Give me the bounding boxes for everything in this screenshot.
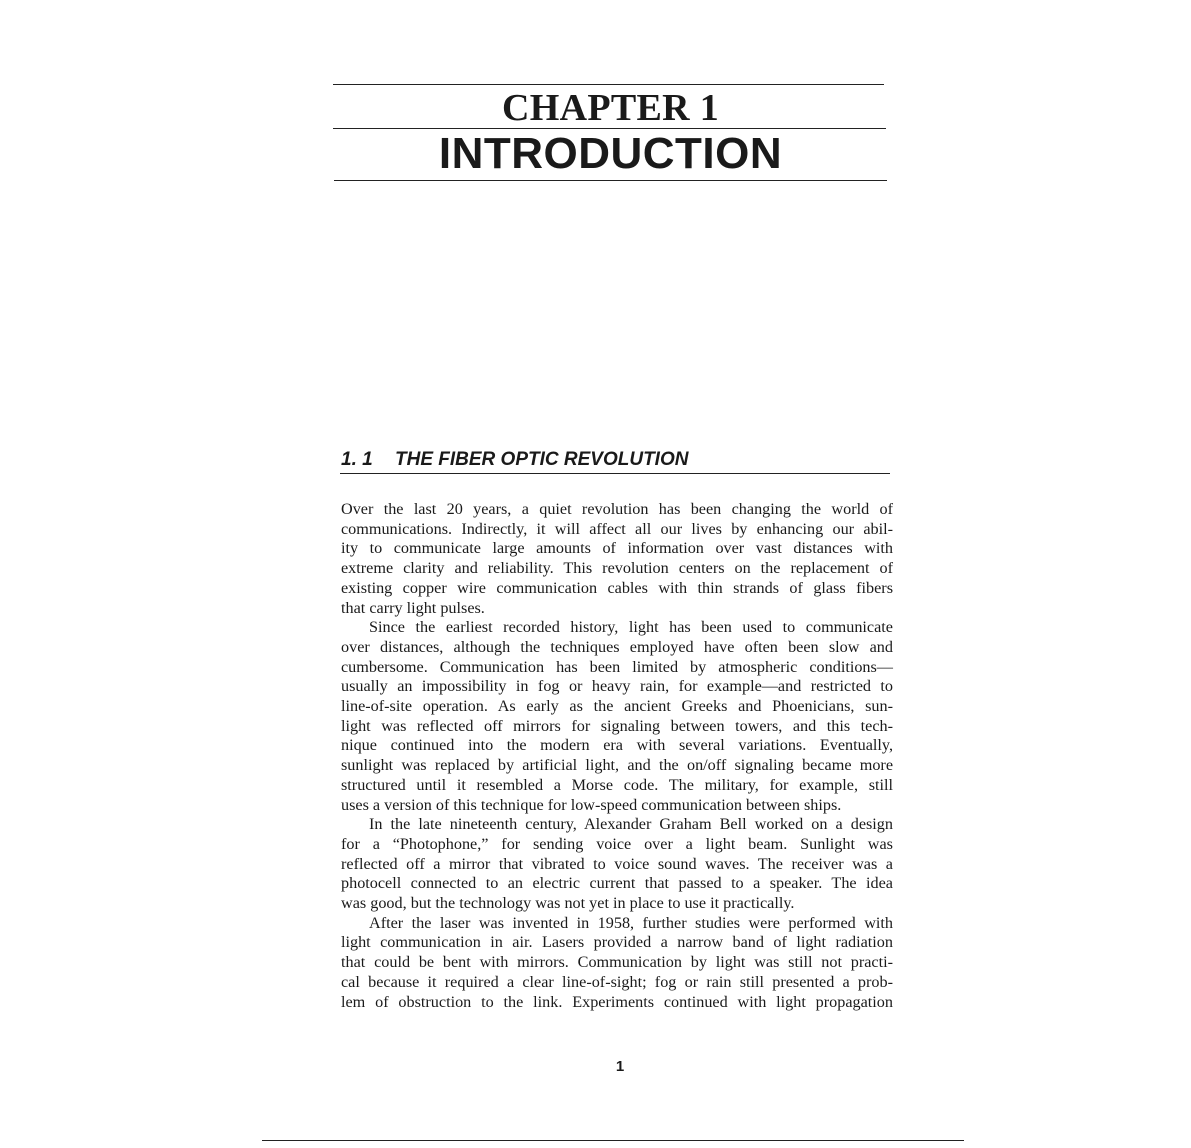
- text-line: over distances, although the techniques employed have often been slow and: [341, 637, 893, 656]
- section-heading: [341, 448, 688, 472]
- chapter-label: CHAPTER 1: [502, 87, 719, 129]
- page-number: 1: [615, 1058, 625, 1075]
- text-line: After the laser was invented in 1958, further studies were performed with: [369, 913, 893, 932]
- page-bottom-rule: [262, 1140, 964, 1141]
- text-line: photocell connected to an electric current that passed to a speaker. The idea: [341, 874, 893, 893]
- text-line: cumbersome. Communication has been limited by atmospheric conditions—: [341, 657, 893, 676]
- paragraph: [341, 914, 893, 1013]
- body-text: [341, 500, 893, 1012]
- section-title: THE FIBER OPTIC REVOLUTION: [395, 449, 689, 470]
- text-line: usually an impossibility in fog or heavy rain, for example—and restricted to: [341, 677, 893, 696]
- section-rule: [340, 473, 890, 474]
- text-line: Since the earliest recorded history, light has been used to communicate: [369, 618, 893, 637]
- text-line: structured until it resembled a Morse code. The military, for example, still: [341, 775, 893, 794]
- text-line: cal because it required a clear line-of-sight; fog or rain still presented a prob-: [341, 972, 893, 991]
- text-line: ity to communicate large amounts of information over vast distances with: [341, 539, 893, 558]
- text-line: uses a version of this technique for low-speed communication between ships.: [341, 795, 842, 814]
- paragraph: [341, 815, 893, 914]
- text-line: that could be bent with mirrors. Communication by light was still not practi-: [341, 953, 893, 972]
- chapter-bottom-rule: [334, 180, 887, 181]
- text-line: extreme clarity and reliability. This revolution centers on the replacement of: [341, 559, 893, 578]
- text-line: was good, but the technology was not yet in place to use it practically.: [341, 894, 795, 913]
- text-line: that carry light pulses.: [341, 598, 485, 617]
- chapter-title: INTRODUCTION: [438, 129, 783, 178]
- paragraph: [341, 618, 893, 815]
- text-line: light was reflected off mirrors for signaling between towers, and this tech-: [341, 716, 893, 735]
- section-number: 1. 1: [341, 449, 373, 470]
- text-line: for a “Photophone,” for sending voice over a light beam. Sunlight was: [341, 834, 893, 853]
- text-line: line-of-site operation. As early as the ancient Greeks and Phoenicians, sun-: [341, 697, 893, 716]
- text-line: light communication in air. Lasers provided a narrow band of light radiation: [341, 933, 893, 952]
- chapter-top-rule: [333, 84, 884, 85]
- text-line: existing copper wire communication cables with thin strands of glass fibers: [341, 578, 893, 597]
- text-line: sunlight was replaced by artificial light, and the on/off signaling became more: [341, 756, 893, 775]
- text-line: In the late nineteenth century, Alexander Graham Bell worked on a design: [369, 815, 893, 834]
- text-line: nique continued into the modern era with several variations. Eventually,: [341, 736, 893, 755]
- text-line: communications. Indirectly, it will affect all our lives by enhancing our abil-: [341, 519, 893, 538]
- text-line: Over the last 20 years, a quiet revolution has been changing the world of: [341, 500, 893, 518]
- text-line: lem of obstruction to the link. Experiments continued with light propagation: [341, 992, 893, 1011]
- text-line: reflected off a mirror that vibrated to voice sound waves. The receiver was a: [341, 854, 893, 873]
- paragraph: [341, 500, 893, 618]
